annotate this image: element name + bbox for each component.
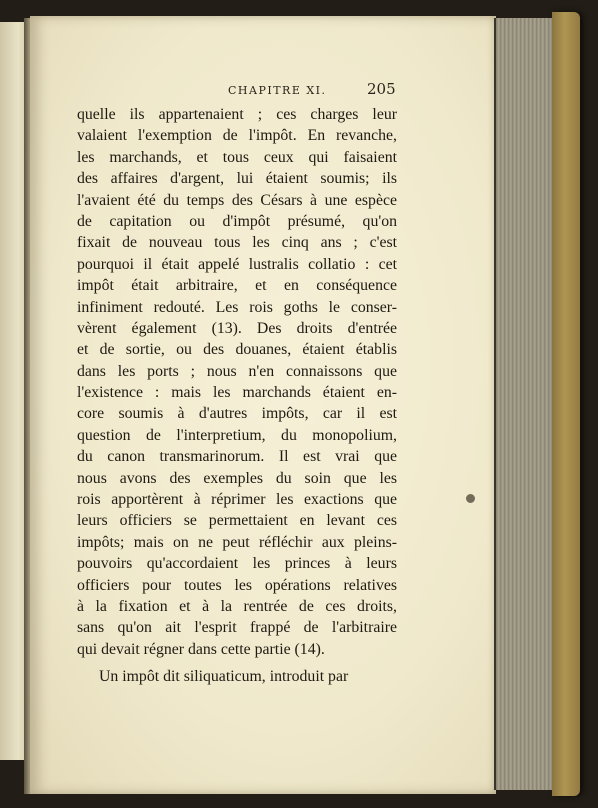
page-number: 205 bbox=[367, 80, 396, 98]
text-line: infiniment redouté. Les rois goths le conser- bbox=[77, 298, 397, 316]
facing-page-edge bbox=[0, 22, 27, 760]
text-line: leurs officiers se permettaient en levant ces bbox=[77, 512, 397, 530]
text-line: vèrent également (13). Des droits d'entrée bbox=[77, 319, 397, 337]
text-line: sans qu'on ait l'esprit frappé de l'arbitraire bbox=[77, 619, 397, 637]
text-line: officiers pour toutes les opérations relatives bbox=[77, 576, 397, 594]
text-line: des affaires d'argent, lui étaient soumis; ils bbox=[77, 170, 397, 188]
text-line: impôts; mais on ne peut réfléchir aux pleins- bbox=[77, 533, 397, 551]
text-line: impôt était arbitraire, et en conséquence bbox=[77, 277, 397, 295]
text-line: à la fixation et à la rentrée de ces droits, bbox=[77, 597, 397, 615]
text-line: l'existence : mais les marchands étaient en- bbox=[77, 384, 397, 402]
text-line: du canon transmarinorum. Il est vrai que bbox=[77, 448, 397, 466]
page-block-edges bbox=[494, 18, 560, 790]
text-line: de capitation ou d'impôt présumé, qu'on bbox=[77, 212, 397, 230]
running-head bbox=[30, 80, 496, 102]
text-line: pourquoi il était appelé lustralis collatio : cet bbox=[77, 255, 397, 273]
text-line: nous avons des exemples du soin que les bbox=[77, 469, 397, 487]
text-line: valaient l'exemption de l'impôt. En revanche, bbox=[77, 127, 397, 145]
book-cover-edge bbox=[552, 12, 580, 796]
chapter-heading: CHAPITRE XI. bbox=[228, 84, 327, 97]
text-line: les marchands, et tous ceux qui faisaient bbox=[77, 148, 397, 166]
ink-spot bbox=[466, 494, 475, 503]
text-line: dans les ports ; nous n'en connaissons que bbox=[77, 362, 397, 380]
text-line: core soumis à d'autres impôts, car il est bbox=[77, 405, 397, 423]
body-text bbox=[77, 104, 397, 688]
text-line: pouvoirs qu'accordaient les princes à leurs bbox=[77, 555, 397, 573]
text-line: quelle ils appartenaient ; ces charges leur bbox=[77, 106, 397, 123]
text-line: et de sortie, ou des douanes, étaient établis bbox=[77, 341, 397, 359]
text-line: fixait de nouveau tous les cinq ans ; c'est bbox=[77, 234, 397, 252]
text-line: Un impôt dit siliquaticum, introduit par bbox=[99, 668, 349, 686]
text-line: l'avaient été du temps des Césars à une espèce bbox=[77, 191, 397, 209]
text-line: question de l'interpretium, du monopolium, bbox=[77, 426, 397, 444]
text-line: rois apportèrent à réprimer les exactions que bbox=[77, 491, 397, 509]
text-line: qui devait régner dans cette partie (14). bbox=[77, 640, 325, 658]
